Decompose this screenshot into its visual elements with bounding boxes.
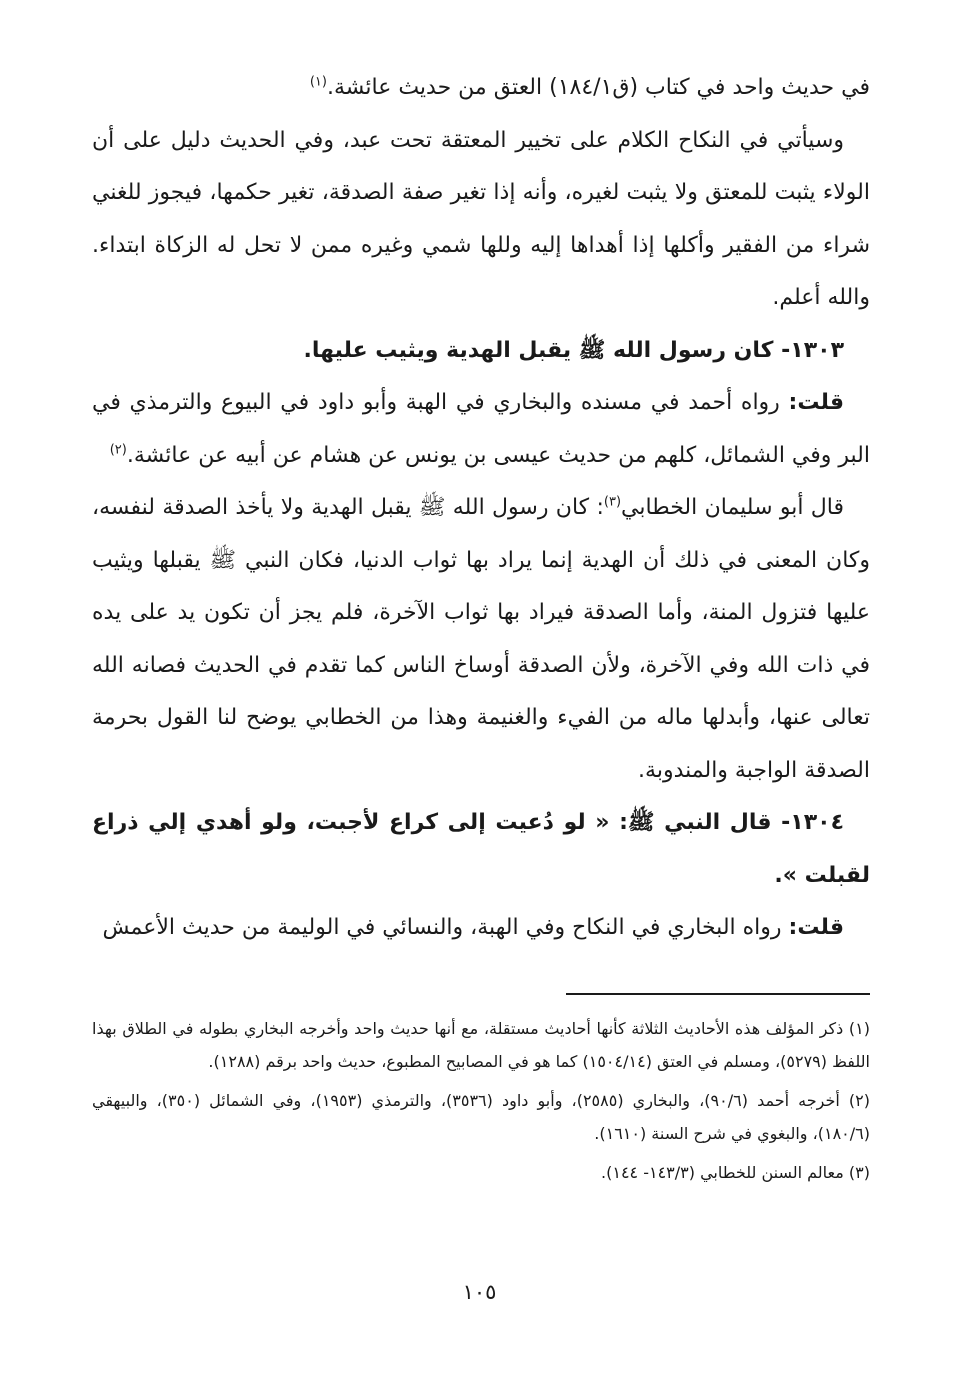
- qult-label: قلت:: [788, 915, 844, 940]
- paragraph-continuation: [92, 62, 870, 115]
- paragraph-text: قال أبو سليمان الخطابي: [621, 495, 844, 520]
- paragraph-khattabi-quote: [92, 482, 870, 797]
- paragraph-text: رواه أحمد في مسنده والبخاري في الهبة وأبو داود في البيوع والترمذي في البر وفي الشمائل، كلهم من حديث عيسى بن يونس عن هشام عن أبيه عن عائشة.: [92, 390, 870, 468]
- paragraph-text: رواه البخاري في النكاح وفي الهبة، والنسائي في الوليمة من حديث الأعمش: [102, 915, 782, 940]
- footnotes: [92, 1012, 870, 1195]
- footnote-reference[interactable]: (٣): [603, 494, 622, 510]
- qult-label: قلت:: [788, 390, 844, 415]
- footnote-divider: [566, 993, 870, 995]
- paragraph-text: في حديث واحد في كتاب (ق١٨٤/١) العتق من حديث عائشة.: [326, 75, 870, 100]
- page-number: ١٠٥: [462, 1280, 497, 1304]
- paragraph-takhrij-1304: [92, 902, 870, 955]
- footnote-3: (٣) معالم السنن للخطابي (١٤٣/٣- ١٤٤).: [601, 1163, 870, 1182]
- main-text: [92, 62, 870, 955]
- footnote-reference[interactable]: (٢): [109, 442, 127, 458]
- footnote-2: (٢) أخرجه أحمد (٩٠/٦)، والبخاري (٢٥٨٥)، وأبو داود (٣٥٣٦)، والترمذي (١٩٥٣)، وفي الشمائل (٣٥٠)، والبيهقي (١٨٠/٦)، والبغوي في شرح السنة (١٦١٠).: [92, 1091, 871, 1143]
- paragraph-text: : كان رسول الله ﷺ يقبل الهدية ولا يأخذ الصدقة لنفسه، وكان المعنى في ذلك أن الهدية إنما يراد بها ثواب الدنيا، فكان النبي ﷺ يقبلها ويثيب عليها فتزول المنة، وأما الصدقة فيراد بها ثواب الآخرة، فلم يجز أن تكون يد على يده في ذات الله وفي الآخرة، ولأن الصدقة أوساخ الناس كما تقدم في الحديث فصانه الله تعالى عنها، وأبدلها ماله من الفيء والغنيمة وهذا من الخطابي يوضح لنا القول بحرمة الصدقة الواجبة والمندوبة.: [92, 495, 870, 783]
- paragraph-commentary: وسيأتي في النكاح الكلام على تخيير المعتقة تحت عبد، وفي الحديث دليل على أن الولاء يثبت للمعتق ولا يثبت لغيره، وأنه إذا تغير صفة الصدقة، تغير حكمها، فيجوز للغني شراء من الفقير وأكلها إذا أهداها إليه وللها شمي وغيره ممن لا تحل له الزكاة ابتداء. والله أعلم.: [92, 127, 870, 310]
- paragraph-takhrij-1303: [92, 377, 870, 482]
- hadith-1303-heading: ١٣٠٣- كان رسول الله ﷺ يقبل الهدية ويثيب عليها.: [303, 337, 844, 363]
- hadith-1304-heading: ١٣٠٤- قال النبي ﷺ: « لو دُعيت إلى كراع لأجبت، ولو أهدي إلي ذراع لقبلت ».: [92, 810, 870, 888]
- footnote-reference[interactable]: (١): [309, 74, 327, 90]
- footnote-1: (١) ذكر المؤلف هذه الأحاديث الثلاثة كأنها أحاديث مستقلة، مع أنها حديث واحد وأخرجه البخاري بطوله في الطلاق بهذا اللفظ (٥٢٧٩)، ومسلم في العتق (١٥٠٤/١٤) كما هو في المصابيح المطبوع، حديث واحد برقم (١٢٨٨).: [92, 1019, 870, 1071]
